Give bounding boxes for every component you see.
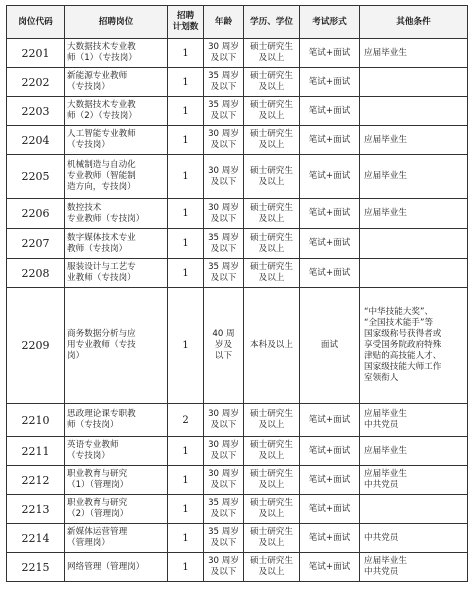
row-other-conditions: 应届毕业生 中共党员	[360, 466, 468, 495]
table-row	[7, 524, 468, 553]
row-position-name: 大数据技术专业教 师（2）（专技岗）	[65, 97, 168, 126]
row-position-name: 数控技术 专业教师（专技岗）	[65, 199, 168, 229]
row-exam-form: 笔试+面试	[300, 229, 360, 259]
row-education: 硕士研究生 及以上	[244, 126, 300, 155]
row-position-code: 2214	[7, 524, 65, 553]
row-position-code: 2215	[7, 553, 65, 582]
row-education: 硕士研究生 及以上	[244, 437, 300, 466]
header-age: 年龄	[204, 6, 244, 39]
row-position-name: 商务数据分析与应 用专业教师（专技 岗）	[65, 288, 168, 404]
row-other-conditions: 应届毕业生 中共党员	[360, 404, 468, 437]
row-exam-form: 笔试+面试	[300, 68, 360, 97]
row-plan-count: 1	[168, 155, 204, 199]
row-other-conditions: 应届毕业生	[360, 39, 468, 68]
row-position-code: 2211	[7, 437, 65, 466]
row-position-name: 人工智能专业教师 （专技岗）	[65, 126, 168, 155]
row-education: 硕士研究生 及以上	[244, 199, 300, 229]
header-plan-count: 招聘 计划数	[168, 6, 204, 39]
table-row	[7, 495, 468, 524]
row-education: 硕士研究生 及以上	[244, 97, 300, 126]
row-other-conditions: 应届毕业生	[360, 126, 468, 155]
row-age: 30 周岁 及以下	[204, 553, 244, 582]
table-row	[7, 437, 468, 466]
row-exam-form: 笔试+面试	[300, 155, 360, 199]
row-plan-count: 1	[168, 466, 204, 495]
row-position-code: 2207	[7, 229, 65, 259]
row-other-conditions	[360, 229, 468, 259]
row-position-name: 网络管理（管理岗）	[65, 553, 168, 582]
row-position-code: 2204	[7, 126, 65, 155]
row-education: 本科及以上	[244, 288, 300, 404]
row-position-code: 2201	[7, 39, 65, 68]
row-plan-count: 1	[168, 259, 204, 288]
row-plan-count: 1	[168, 553, 204, 582]
row-position-name: 英语专业教师 （专技岗）	[65, 437, 168, 466]
row-other-conditions	[360, 259, 468, 288]
row-position-code: 2209	[7, 288, 65, 404]
row-plan-count: 2	[168, 404, 204, 437]
row-plan-count: 1	[168, 495, 204, 524]
row-age: 35 周岁 及以下	[204, 495, 244, 524]
table-row	[7, 404, 468, 437]
table-row	[7, 39, 468, 68]
table-row	[7, 199, 468, 229]
header-other-conditions: 其他条件	[360, 6, 468, 39]
row-other-conditions: 应届毕业生	[360, 199, 468, 229]
row-position-name: 新能源专业教师 （专技岗）	[65, 68, 168, 97]
row-position-name: 机械制造与自动化 专业教师（智能制 造方向，专技岗）	[65, 155, 168, 199]
row-age: 35 周岁 及以下	[204, 229, 244, 259]
row-plan-count: 1	[168, 288, 204, 404]
row-other-conditions	[360, 68, 468, 97]
row-plan-count: 1	[168, 229, 204, 259]
row-age: 40 周 岁及 以下	[204, 288, 244, 404]
row-position-code: 2206	[7, 199, 65, 229]
row-age: 35 周岁 及以下	[204, 97, 244, 126]
row-position-code: 2208	[7, 259, 65, 288]
recruitment-table	[6, 5, 468, 582]
row-age: 30 周岁 及以下	[204, 404, 244, 437]
row-position-code: 2205	[7, 155, 65, 199]
row-other-conditions: 应届毕业生	[360, 437, 468, 466]
row-age: 30 周岁 及以下	[204, 126, 244, 155]
table-row	[7, 97, 468, 126]
table-row	[7, 466, 468, 495]
table-row	[7, 553, 468, 582]
row-position-code: 2210	[7, 404, 65, 437]
row-other-conditions: 应届毕业生	[360, 155, 468, 199]
row-plan-count: 1	[168, 126, 204, 155]
row-plan-count: 1	[168, 437, 204, 466]
row-exam-form: 笔试+面试	[300, 97, 360, 126]
row-position-name: 新媒体运营管理 （管理岗）	[65, 524, 168, 553]
row-exam-form: 笔试+面试	[300, 404, 360, 437]
row-exam-form: 笔试+面试	[300, 199, 360, 229]
row-exam-form: 笔试+面试	[300, 466, 360, 495]
row-position-name: 大数据技术专业教 师（1）（专技岗）	[65, 39, 168, 68]
row-age: 30 周岁 及以下	[204, 437, 244, 466]
table-row	[7, 68, 468, 97]
table-row	[7, 126, 468, 155]
header-position: 招聘岗位	[65, 6, 168, 39]
row-age: 30 周岁 及以下	[204, 155, 244, 199]
header-position-code: 岗位代码	[7, 6, 65, 39]
row-position-code: 2202	[7, 68, 65, 97]
row-education: 硕士研究生 及以上	[244, 553, 300, 582]
row-education: 硕士研究生 及以上	[244, 524, 300, 553]
row-education: 硕士研究生 及以上	[244, 495, 300, 524]
row-plan-count: 1	[168, 39, 204, 68]
row-other-conditions: 应届毕业生 中共党员	[360, 553, 468, 582]
row-education: 硕士研究生 及以上	[244, 39, 300, 68]
row-position-code: 2212	[7, 466, 65, 495]
row-education: 硕士研究生 及以上	[244, 155, 300, 199]
row-plan-count: 1	[168, 68, 204, 97]
table-row	[7, 259, 468, 288]
row-plan-count: 1	[168, 199, 204, 229]
row-age: 30 周岁 及以下	[204, 466, 244, 495]
row-age: 35 周岁 及以下	[204, 68, 244, 97]
row-position-name: 职业教育与研究 （1）（管理岗）	[65, 466, 168, 495]
row-age: 35 周岁 及以下	[204, 524, 244, 553]
row-age: 30 周岁 及以下	[204, 39, 244, 68]
row-plan-count: 1	[168, 97, 204, 126]
row-education: 硕士研究生 及以上	[244, 68, 300, 97]
row-position-code: 2203	[7, 97, 65, 126]
header-exam-form: 考试形式	[300, 6, 360, 39]
row-exam-form: 笔试+面试	[300, 437, 360, 466]
row-exam-form: 笔试+面试	[300, 126, 360, 155]
row-position-name: 职业教育与研究 （2）（管理岗）	[65, 495, 168, 524]
table-row	[7, 155, 468, 199]
row-exam-form: 笔试+面试	[300, 553, 360, 582]
header-education: 学历、学位	[244, 6, 300, 39]
row-position-name: 思政理论课专职教 师（专技岗）	[65, 404, 168, 437]
row-education: 硕士研究生 及以上	[244, 229, 300, 259]
row-education: 硕士研究生 及以上	[244, 466, 300, 495]
row-education: 硕士研究生 及以上	[244, 404, 300, 437]
row-age: 30 周岁 及以下	[204, 199, 244, 229]
row-exam-form: 面试	[300, 288, 360, 404]
row-plan-count: 1	[168, 524, 204, 553]
table-header-row	[7, 6, 468, 39]
row-position-name: 服装设计与工艺专 业教师（专技岗）	[65, 259, 168, 288]
row-exam-form: 笔试+面试	[300, 39, 360, 68]
row-other-conditions	[360, 97, 468, 126]
row-education: 硕士研究生 及以上	[244, 259, 300, 288]
row-other-conditions: “中华技能大奖”、 “全国技术能手”等 国家级称号获得者或 享受国务院政府特殊 津贴的高技能人才、 国家级技能大师工作 室领衔人	[360, 288, 468, 404]
row-other-conditions: 中共党员	[360, 524, 468, 553]
row-other-conditions	[360, 495, 468, 524]
row-exam-form: 笔试+面试	[300, 524, 360, 553]
table-row	[7, 229, 468, 259]
row-age: 35 周岁 及以下	[204, 259, 244, 288]
row-position-name: 数字媒体技术专业 教师（专技岗）	[65, 229, 168, 259]
row-exam-form: 笔试+面试	[300, 259, 360, 288]
row-position-code: 2213	[7, 495, 65, 524]
row-exam-form: 笔试+面试	[300, 495, 360, 524]
table-row	[7, 288, 468, 404]
